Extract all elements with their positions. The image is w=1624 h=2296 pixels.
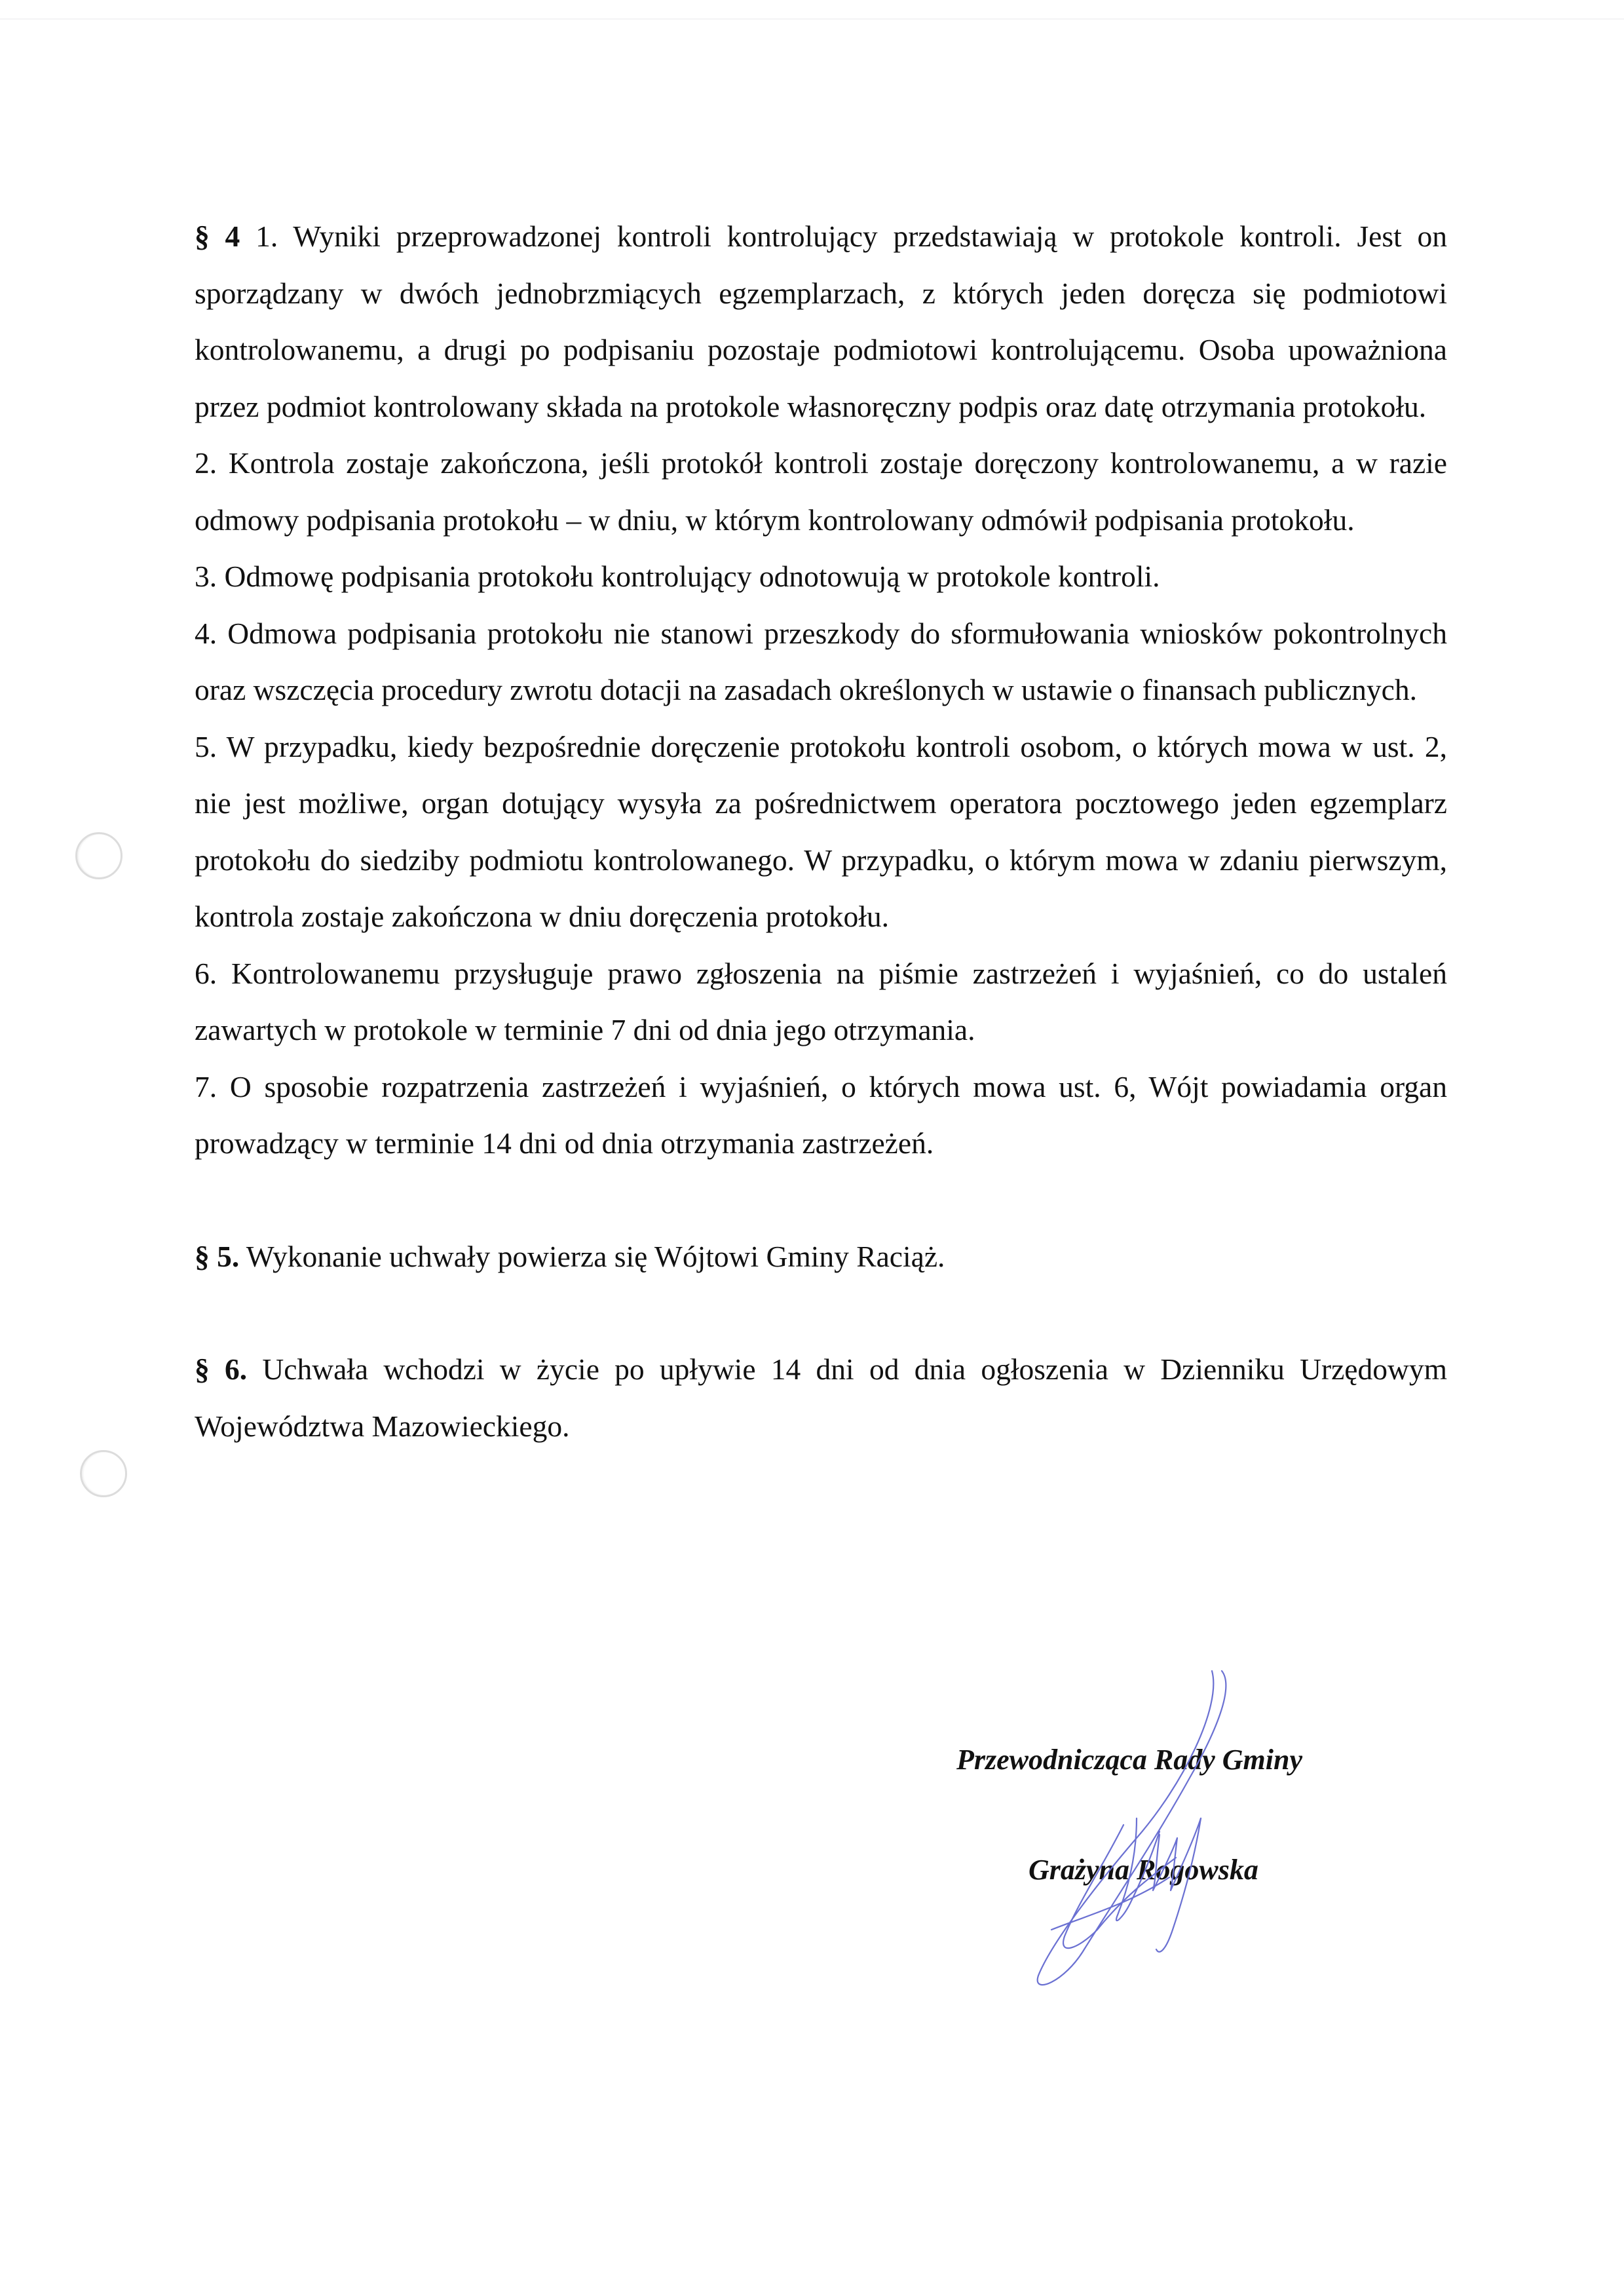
spacer (195, 1172, 1447, 1229)
section-4-paragraph-1 (195, 208, 1447, 435)
paragraph-text: 1. Wyniki przeprowadzonej kontroli kontrolujący przedstawiają w protokole kontroli. Jest on sporządzany w dwóch jednobrzmiących egzemplarzach, z których jeden doręcza się podmiotowi kontrolowanemu, a drugi po podpisaniu pozostaje podmiotowi kontrolującemu. Osoba upoważniona przez podmiot kontrolowany składa na protokole własnoręczny podpis oraz datę otrzymania protokołu. (195, 220, 1447, 423)
paragraph-text: 3. Odmowę podpisania protokołu kontrolujący odnotowują w protokole kontroli. (195, 560, 1160, 593)
section-6-paragraph (195, 1341, 1447, 1455)
paragraph-text: 6. Kontrolowanemu przysługuje prawo zgłoszenia na piśmie zastrzeżeń i wyjaśnień, co do ustaleń zawartych w protokole w terminie 7 dni od dnia jego otrzymania. (195, 956, 1447, 1046)
section-4-paragraph-5 (195, 719, 1447, 946)
paragraph-text: 4. Odmowa podpisania protokołu nie stanowi przeszkody do sformułowania wniosków pokontrolnych oraz wszczęcia procedury zwrotu dotacji na zasadach określonych w ustawie o finansach publicznych. (195, 616, 1447, 706)
signature-block (956, 1743, 1415, 2005)
spacer (195, 1285, 1447, 1341)
section-marker: § 5. (195, 1239, 240, 1273)
signatory-name: Grażyna Rogowska (1029, 1854, 1258, 1886)
punch-hole (75, 832, 123, 879)
paragraph-text: Wykonanie uchwały powierza się Wójtowi Gminy Raciąż. (239, 1239, 945, 1273)
punch-hole (80, 1450, 127, 1497)
section-marker: § 4 (195, 220, 240, 253)
section-4-paragraph-4 (195, 605, 1447, 719)
section-4-paragraph-7 (195, 1059, 1447, 1172)
paragraph-text: Uchwała wchodzi w życie po upływie 14 dni od dnia ogłoszenia w Dzienniku Urzędowym Województwa Mazowieckiego. (195, 1352, 1448, 1443)
section-marker: § 6. (195, 1352, 248, 1386)
document-body (195, 208, 1447, 1455)
section-4-paragraph-3 (195, 548, 1447, 605)
paragraph-text: 2. Kontrola zostaje zakończona, jeśli protokół kontroli zostaje doręczony kontrolowanemu, a w razie odmowy podpisania protokołu – w dniu, w którym kontrolowany odmówił podpisania protokołu. (195, 446, 1447, 537)
section-4-paragraph-6 (195, 946, 1447, 1059)
signatory-title: Przewodnicząca Rady Gminy (956, 1744, 1302, 1776)
section-4-paragraph-2 (195, 435, 1447, 548)
paragraph-text: 7. O sposobie rozpatrzenia zastrzeżeń i wyjaśnień, o których mowa ust. 6, Wójt powiadamia organ prowadzący w terminie 14 dni od dnia otrzymania zastrzeżeń. (195, 1069, 1447, 1160)
section-5-paragraph (195, 1229, 1447, 1286)
paragraph-text: 5. W przypadku, kiedy bezpośrednie doręczenie protokołu kontroli osobom, o których mowa w ust. 2, nie jest możliwe, organ dotujący wysyła za pośrednictwem operatora pocztowego jeden egzemplarz protokołu do siedziby podmiotu kontrolowanego. W przypadku, o którym mowa w zdaniu pierwszym, kontrola zostaje zakończona w dniu doręczenia protokołu. (195, 729, 1447, 933)
scan-edge-line (0, 18, 1624, 20)
